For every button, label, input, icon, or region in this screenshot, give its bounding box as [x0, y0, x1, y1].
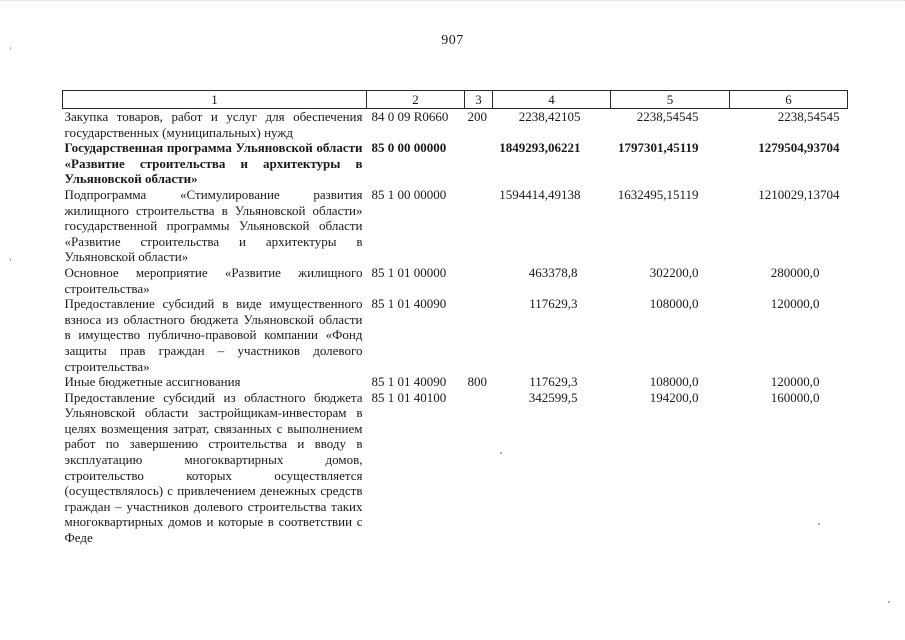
row-value-col-6: 160000,0 [770, 389, 820, 405]
row-code: 85 1 01 40090 [371, 374, 447, 390]
row-code: 85 1 01 00000 [371, 264, 447, 280]
scan-speck [818, 523, 820, 525]
budget-table [62, 90, 848, 546]
header-col-2: 2 [367, 91, 465, 109]
row-value-col-5: 108000,0 [649, 296, 699, 312]
row-expense-type [465, 265, 493, 296]
table-row [63, 265, 848, 296]
row-value-col-4: 117629,3 [529, 296, 578, 312]
row-name: Государственная программа Ульяновской области «Развитие строительства и архитектуры в Ульяновской области» [64, 140, 363, 187]
row-expense-type [465, 390, 493, 546]
row-value-col-4: 1594414,49138 [499, 186, 581, 202]
row-name: Предоставление субсидий в виде имущественного взноса из областного бюджета Ульяновской области в имущество публично-правовой компании «Фонд защиты прав граждан – участников долевого строительства» [64, 296, 363, 374]
table-body [63, 109, 848, 546]
row-expense-type: 200 [467, 109, 487, 124]
row-expense-type [465, 187, 493, 265]
scan-edge-noise [0, 0, 905, 11]
row-code: 84 0 09 R0660 [371, 109, 449, 124]
table-row [63, 390, 848, 546]
row-code: 85 1 00 00000 [371, 186, 447, 202]
row-value-col-4: 117629,3 [529, 374, 578, 390]
row-name: Предоставление субсидий из областного бюджета Ульяновской области застройщикам-инвесторам в целях возмещения затрат, связанных с выполнением работ по завершению строительства и вводу в эксплуатацию многоквартирных домов, строительство которых осуществляется (осуществлялось) с привлечением денежных средств граждан – участников долевого строительства таких многоквартирных домов и которые в соответствии с Феде [64, 389, 363, 546]
row-value-col-6: 2238,54545 [777, 109, 840, 124]
row-name: Подпрограмма «Стимулирование развития жилищного строительства в Ульяновской области» государственной программы Ульяновской области «Развитие строительства и архитектуры в Ульяновской области» [64, 186, 363, 265]
row-value-col-4: 463378,8 [528, 264, 578, 280]
row-value-col-6: 1210029,13704 [758, 186, 840, 202]
header-col-4: 4 [493, 91, 611, 109]
row-code: 85 0 00 00000 [371, 140, 447, 156]
row-expense-type [465, 296, 493, 374]
row-name: Основное мероприятие «Развитие жилищного строительства» [64, 264, 363, 296]
row-code: 85 1 01 40100 [371, 389, 447, 405]
row-value-col-6: 120000,0 [770, 374, 820, 390]
header-col-6: 6 [730, 91, 848, 109]
header-col-3: 3 [465, 91, 493, 109]
scan-speck [500, 452, 502, 454]
row-value-col-5: 302200,0 [649, 264, 699, 280]
row-value-col-5: 1632495,15119 [617, 186, 699, 202]
row-value-col-5: 194200,0 [649, 389, 699, 405]
header-col-1: 1 [63, 91, 367, 109]
row-name: Иные бюджетные ассигнования [64, 374, 241, 390]
table-row [63, 374, 848, 390]
scan-speck [10, 47, 11, 50]
row-name: Закупка товаров, работ и услуг для обеспечения государственных (муниципальных) нужд [64, 109, 363, 140]
table-row [63, 296, 848, 374]
row-value-col-5: 108000,0 [649, 374, 699, 390]
row-value-col-4: 342599,5 [528, 389, 578, 405]
table-row [63, 140, 848, 187]
row-value-col-5: 2238,54545 [636, 109, 699, 124]
row-value-col-6: 120000,0 [770, 296, 820, 312]
row-expense-type [465, 140, 493, 187]
row-value-col-4: 2238,42105 [518, 109, 581, 124]
row-value-col-4: 1849293,06221 [499, 140, 581, 156]
scan-speck [888, 601, 890, 603]
table-header-row [63, 91, 848, 109]
row-value-col-6: 280000,0 [770, 264, 820, 280]
table-row [63, 187, 848, 265]
table-row [63, 109, 848, 141]
header-col-5: 5 [611, 91, 730, 109]
scan-speck [10, 258, 11, 261]
row-value-col-5: 1797301,45119 [617, 140, 699, 156]
row-value-col-6: 1279504,93704 [758, 140, 840, 156]
row-code: 85 1 01 40090 [371, 296, 447, 312]
row-expense-type: 800 [467, 374, 487, 390]
page-number: 907 [441, 33, 464, 48]
